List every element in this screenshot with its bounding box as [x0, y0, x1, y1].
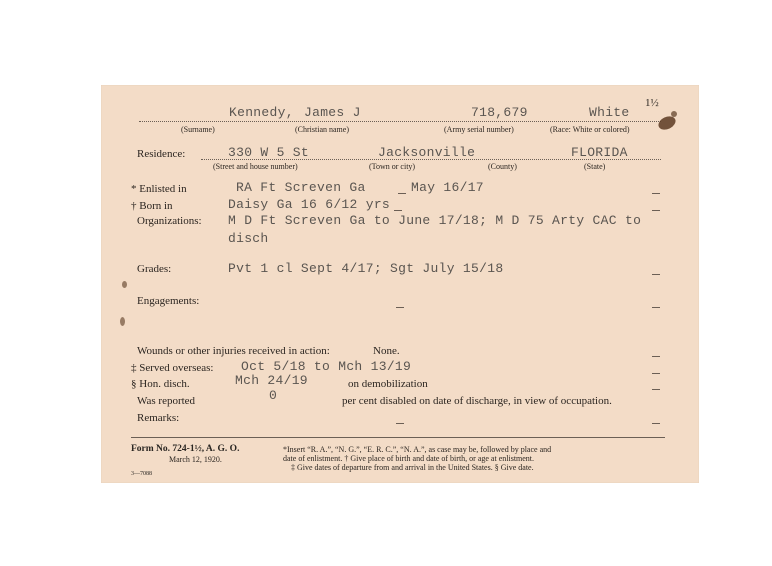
name-dotted-line — [139, 121, 661, 122]
organizations-label: Organizations: — [137, 215, 202, 227]
form-date: March 12, 1920. — [169, 455, 222, 464]
hon-disch-label: § Hon. disch. — [131, 378, 190, 390]
county-caption: (County) — [488, 162, 517, 171]
residence-label: Residence: — [137, 148, 186, 160]
engagements-label: Engagements: — [137, 295, 200, 307]
serial-number-value: 718,679 — [471, 105, 528, 120]
street-caption: (Street and house number) — [213, 162, 298, 171]
footer-rule — [131, 437, 665, 438]
grades-end-dash — [652, 274, 660, 275]
state-value: FLORIDA — [571, 145, 628, 160]
corner-number: 1½ — [645, 97, 659, 109]
organizations-line-2: disch — [228, 231, 269, 246]
hon-disch-value: Mch 24/19 — [235, 373, 308, 388]
margin-mark-lower — [120, 317, 125, 326]
was-reported-suffix: per cent disabled on date of discharge, in view of occupation. — [342, 395, 612, 407]
enlisted-end-dash — [652, 193, 660, 194]
remarks-end-dash — [652, 423, 660, 424]
engagements-dash — [396, 307, 404, 308]
hon-disch-suffix: on demobilization — [348, 378, 428, 390]
enlisted-date: May 16/17 — [411, 180, 484, 195]
served-overseas-value: Oct 5/18 to Mch 13/19 — [241, 359, 412, 374]
born-dash — [394, 210, 402, 211]
grades-value: Pvt 1 cl Sept 4/17; Sgt July 15/18 — [228, 261, 504, 276]
wounds-end-dash — [652, 356, 660, 357]
footnote-1: *Insert “R. A.”, “N. G.”, “E. R. C.”, “N. A.”, as case may be, followed by place and — [283, 445, 552, 454]
footnote-2: date of enlistment. † Give place of birth and date of birth, or age at enlistment. — [283, 454, 535, 463]
enlisted-dash — [398, 193, 406, 194]
street-value: 330 W 5 St — [228, 145, 310, 160]
race-value: White — [589, 105, 630, 120]
wounds-label: Wounds or other injuries received in action: — [137, 345, 330, 357]
surname-caption: (Surname) — [181, 125, 215, 134]
remarks-dash — [396, 423, 404, 424]
christian-name-value: James J — [304, 105, 361, 120]
print-code: 3—7088 — [131, 471, 152, 477]
ink-stain-small — [671, 111, 677, 117]
enlisted-label: * Enlisted in — [131, 183, 187, 195]
was-reported-label: Was reported — [137, 395, 196, 407]
wounds-value: None. — [373, 345, 400, 357]
town-value: Jacksonville — [378, 145, 476, 160]
state-caption: (State) — [584, 162, 606, 171]
served-overseas-end-dash — [652, 373, 660, 374]
remarks-label: Remarks: — [137, 412, 180, 424]
disability-percent-value: 0 — [269, 388, 278, 403]
christian-name-caption: (Christian name) — [295, 125, 349, 134]
serial-number-caption: (Army serial number) — [444, 125, 514, 134]
race-caption: (Race: White or colored) — [550, 125, 630, 134]
form-number: Form No. 724-1½, A. G. O. — [131, 444, 240, 454]
town-caption: (Town or city) — [369, 162, 416, 171]
born-end-dash — [652, 210, 660, 211]
engagements-end-dash — [652, 307, 660, 308]
enlisted-value: RA Ft Screven Ga — [236, 180, 366, 195]
born-value: Daisy Ga 16 6/12 yrs — [228, 197, 391, 212]
served-overseas-label: ‡ Served overseas: — [131, 362, 214, 374]
organizations-line-1: M D Ft Screven Ga to June 17/18; M D 75 Arty CAC to — [228, 213, 642, 228]
footnote-3: ‡ Give dates of departure from and arrival in the United States. § Give date. — [291, 463, 534, 472]
surname-value: Kennedy, — [229, 105, 294, 120]
service-record-card — [101, 85, 699, 483]
margin-mark-upper — [122, 281, 127, 288]
born-label: † Born in — [131, 200, 173, 212]
residence-dotted-line — [201, 159, 661, 160]
hon-disch-end-dash — [652, 389, 660, 390]
grades-label: Grades: — [137, 263, 172, 275]
